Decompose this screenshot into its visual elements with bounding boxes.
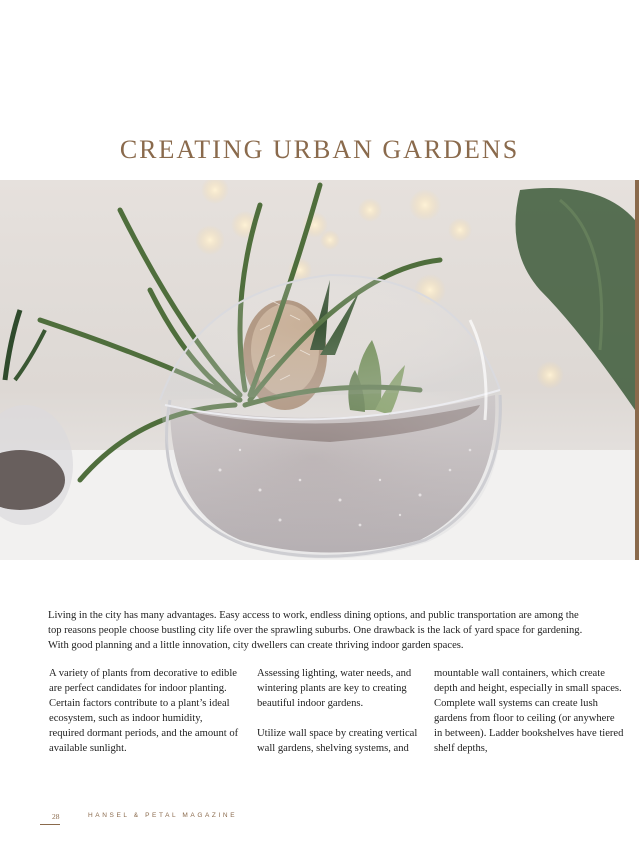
body-column-3 (434, 666, 624, 771)
page-number-rule (40, 824, 60, 825)
photo-edge-accent (635, 180, 639, 560)
column-1-paragraph: A variety of plants from decorative to edible are perfect candidates for indoor planting. Certain factors contribute to a plant’s ideal ecosystem, such as indoor humidity, required dormant periods, and the amount of available sunlight. (49, 668, 239, 754)
column-3-paragraph: mountable wall containers, which create depth and height, especially in small spaces. Complete wall systems can create lush gardens from floor to ceiling (or anywhere in between). Ladder bookshelves have tiered shelf depths, (434, 668, 624, 754)
article-title: CREATING URBAN GARDENS (119, 135, 520, 165)
magazine-name: HANSEL & PETAL MAGAZINE (88, 812, 238, 819)
terrarium-photo (0, 180, 635, 560)
column-2-paragraph-2: Utilize wall space by creating vertical wall gardens, shelving systems, and (257, 728, 418, 754)
column-2-paragraph-1: Assessing lighting, water needs, and wintering plants are key to creating beautiful indoor gardens. (257, 668, 412, 709)
body-column-2 (257, 666, 425, 771)
intro-paragraph: Living in the city has many advantages. Easy access to work, endless dining options, and public transportation are among the top reasons people choose bustling city life over the sprawling suburbs. One drawback is the lack of yard space for gardening. With good planning and a little innovation, city dwellers can create thriving indoor garden spaces. (48, 609, 583, 651)
body-column-1 (49, 666, 239, 771)
page-footer (40, 812, 440, 828)
page-number: 28 (52, 812, 60, 821)
